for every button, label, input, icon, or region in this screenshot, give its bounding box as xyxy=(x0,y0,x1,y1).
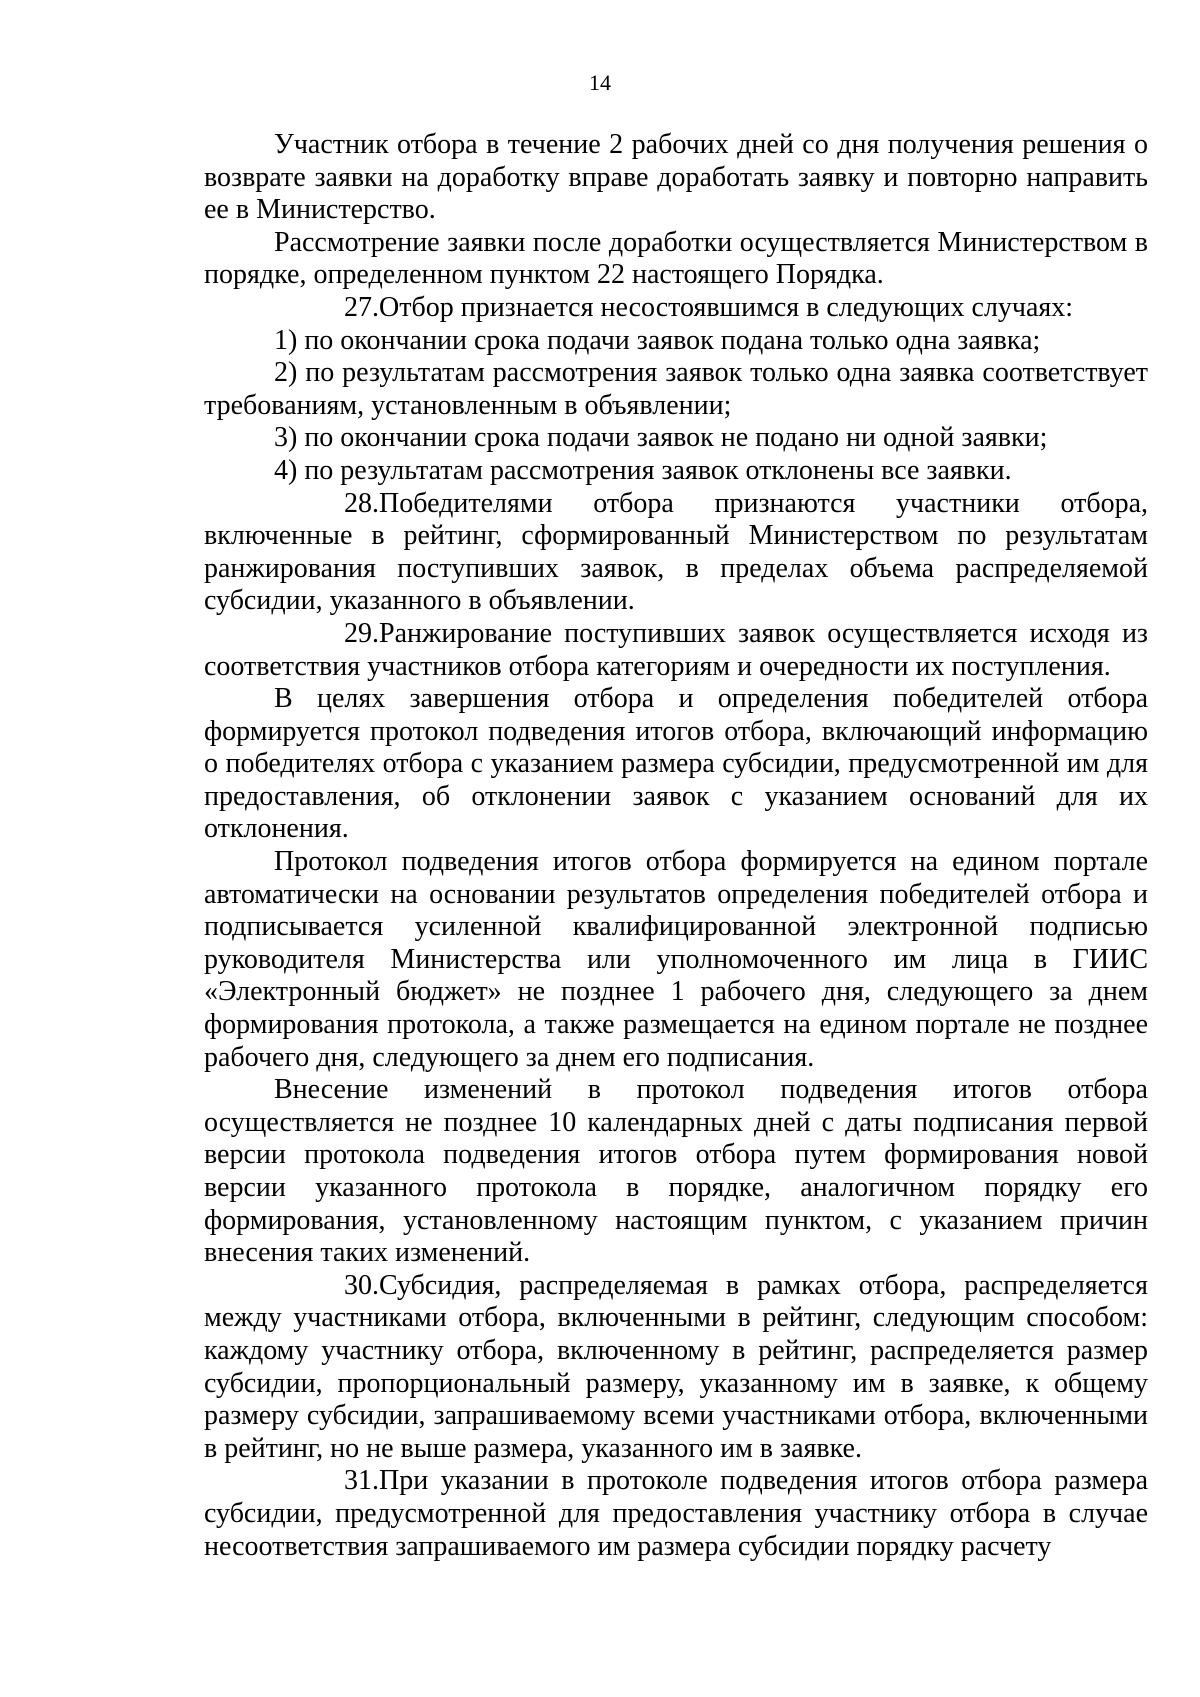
paragraph-text: Рассмотрение заявки после доработки осуществляется Министерством в порядке, определенном пунктом 22 настоящего Порядка. xyxy=(204,226,1148,291)
paragraph-text: 4) по результатам рассмотрения заявок отклонены все заявки. xyxy=(274,454,1012,486)
paragraph-text: Участник отбора в течение 2 рабочих дней со дня получения решения о возврате заявки на доработку вправе доработать заявку и повторно направить ее в Министерство. xyxy=(204,129,1148,226)
paragraph-number: 27. xyxy=(344,291,379,323)
paragraph-text: В целях завершения отбора и определения победителей отбора формируется протокол подведения итогов отбора, включающий информацию о победителях отбора с указанием размера субсидии, предусмотренной им для предоставления, об отклонении заявок с указанием оснований для их отклонения. xyxy=(204,683,1148,845)
paragraph-text: Победителями отбора признаются участники отбора, включенные в рейтинг, сформированный Министерством по результатам ранжирования поступивших заявок, в пределах объема распределяемой субсидии, указанного в объявлении. xyxy=(204,487,1148,617)
paragraph-number: 30. xyxy=(344,1269,379,1301)
document-body xyxy=(204,129,1148,1563)
paragraph xyxy=(204,683,1148,846)
page-number: 14 xyxy=(589,70,611,95)
paragraph-text: Протокол подведения итогов отбора формируется на едином портале автоматически на основании результатов определения победителей отбора и подписывается усиленной квалифицированной электронной подписью руководителя Министерства или уполномоченного им лица в ГИИС «Электронный бюджет» не позднее 1 рабочего дня, следующего за днем формирования протокола, а также размещается на едином портале не позднее рабочего дня, следующего за днем его подписания. xyxy=(204,846,1148,1073)
paragraph-text: 3) по окончании срока подачи заявок не подано ни одной заявки; xyxy=(274,422,1048,454)
list-item xyxy=(204,455,1148,488)
paragraph xyxy=(204,227,1148,292)
paragraph-30 xyxy=(204,1270,1148,1466)
paragraph xyxy=(204,846,1148,1074)
paragraph-number: 28. xyxy=(344,487,379,519)
list-item xyxy=(204,357,1148,422)
paragraph-text: Внесение изменений в протокол подведения итогов отбора осуществляется не позднее 10 календарных дней с даты подписания первой версии протокола подведения итогов отбора путем формирования новой версии указанного протокола в порядке, аналогичном порядку его формирования, установленному настоящим пунктом, с указанием причин внесения таких изменений. xyxy=(204,1074,1148,1269)
paragraph-28 xyxy=(204,488,1148,618)
paragraph-text: При указании в протоколе подведения итогов отбора размера субсидии, предусмотренной для предоставления участнику отбора в случае несоответствия запрашиваемого им размера субсидии порядку расчету xyxy=(204,1465,1148,1562)
paragraph-29 xyxy=(204,618,1148,683)
paragraph-text: Отбор признается несостоявшимся в следующих случаях: xyxy=(379,291,1074,323)
paragraph-27 xyxy=(204,292,1148,325)
paragraph-number: 31. xyxy=(344,1465,379,1497)
paragraph xyxy=(204,1074,1148,1270)
paragraph-text: Ранжирование поступивших заявок осуществляется исходя из соответствия участников отбора категориям и очередности их поступления. xyxy=(204,617,1148,682)
paragraph-text: 1) по окончании срока подачи заявок подана только одна заявка; xyxy=(274,324,1041,356)
paragraph-text: 2) по результатам рассмотрения заявок только одна заявка соответствует требованиям, установленным в объявлении; xyxy=(204,357,1148,421)
list-item xyxy=(204,422,1148,455)
paragraph-31 xyxy=(204,1465,1148,1563)
paragraph-number: 29. xyxy=(344,617,379,649)
paragraph-text: Субсидия, распределяемая в рамках отбора, распределяется между участниками отбора, включенными в рейтинг, следующим способом: каждому участнику отбора, включенному в рейтинг, распределяется размер субсидии, пропорциональный размеру, указанному им в заявке, к общему размеру субсидии, запрашиваемому всеми участниками отбора, включенными в рейтинг, но не выше размера, указанного им в заявке. xyxy=(204,1269,1148,1464)
list-item xyxy=(204,325,1148,358)
paragraph xyxy=(204,129,1148,227)
